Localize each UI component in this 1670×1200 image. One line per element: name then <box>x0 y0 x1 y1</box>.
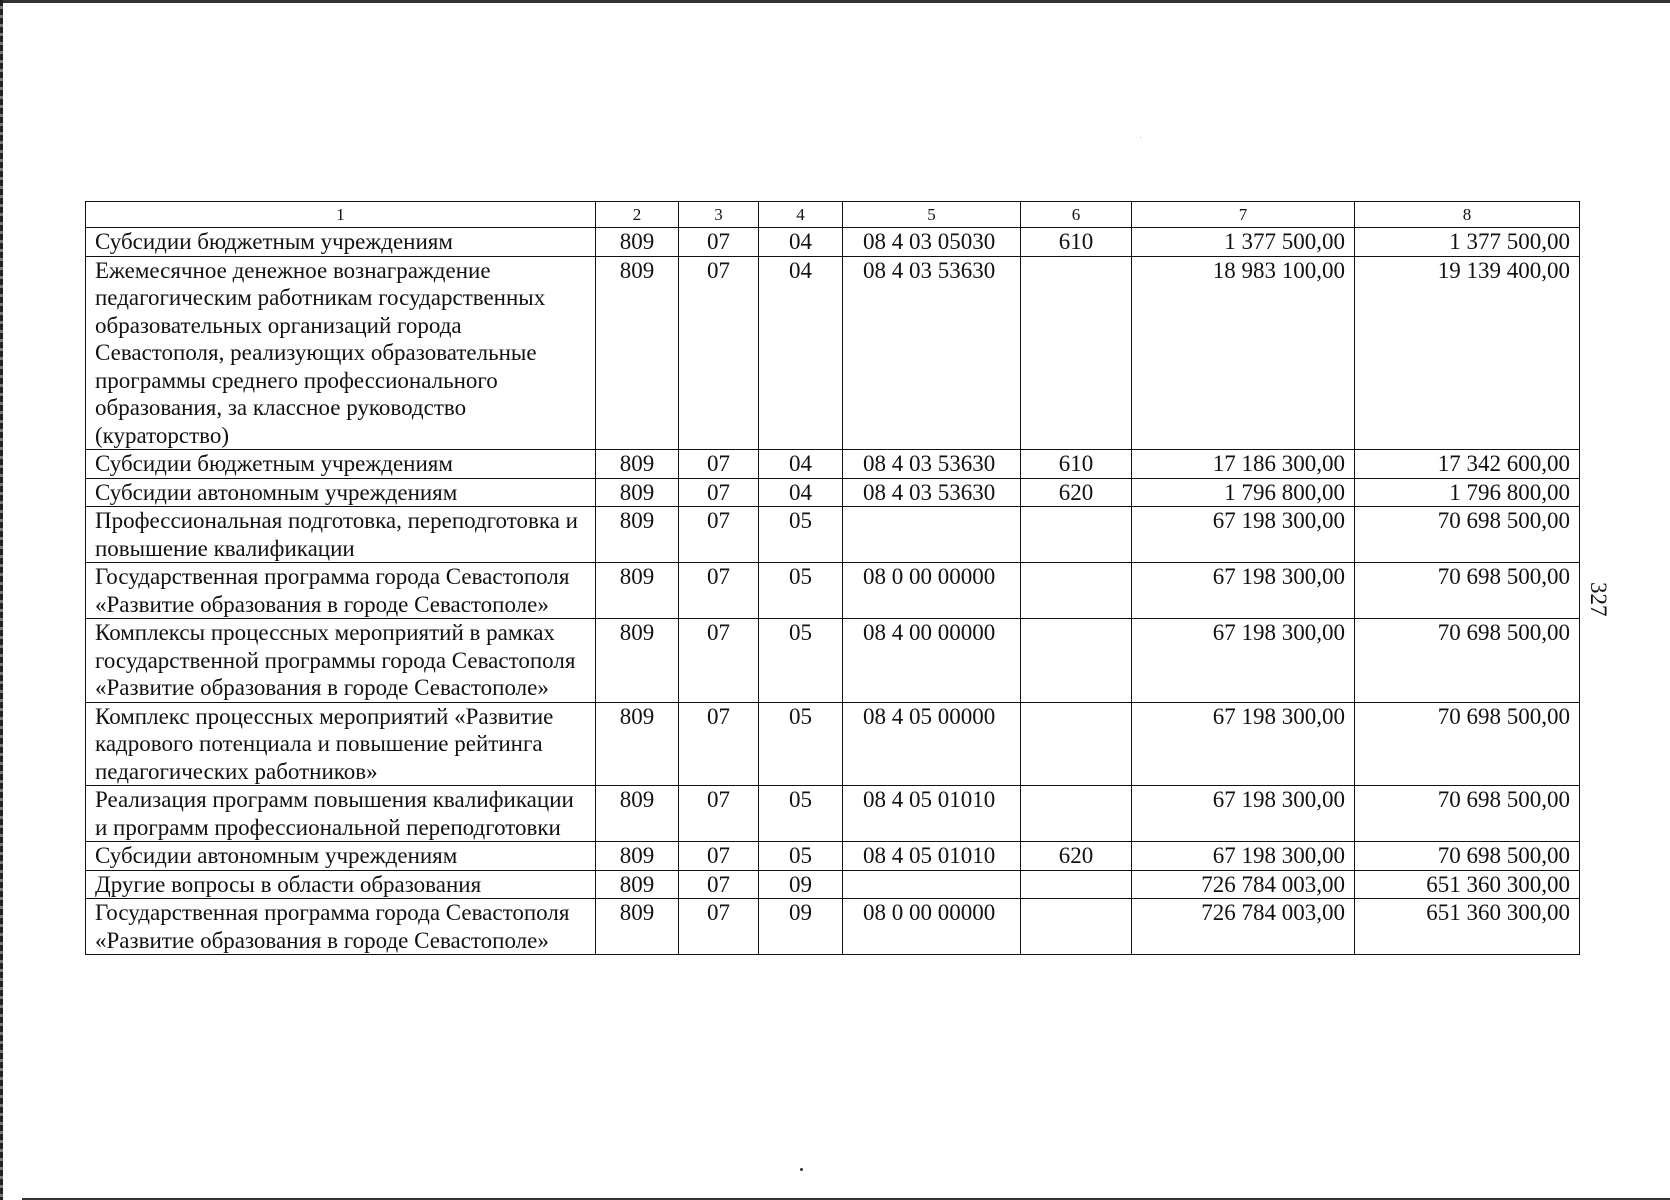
row-name: Субсидии бюджетным учреждениям <box>86 228 596 257</box>
row-section-code: 07 <box>679 619 759 703</box>
table-row <box>86 619 1580 703</box>
row-amount-col8: 70 698 500,00 <box>1355 619 1580 703</box>
row-target-article: 08 4 03 05030 <box>843 228 1021 257</box>
row-expense-type <box>1021 870 1132 899</box>
row-name: Комплексы процессных мероприятий в рамках государственной программы города Севастополя «Развитие образования в городе Севастополе» <box>86 619 596 703</box>
row-name: Субсидии бюджетным учреждениям <box>86 450 596 479</box>
row-target-article: 08 0 00 00000 <box>843 899 1021 955</box>
row-amount-col7: 67 198 300,00 <box>1132 619 1355 703</box>
row-amount-col7: 67 198 300,00 <box>1132 786 1355 842</box>
row-amount-col8: 17 342 600,00 <box>1355 450 1580 479</box>
row-subsection-code: 09 <box>759 899 843 955</box>
row-subsection-code: 05 <box>759 563 843 619</box>
row-subsection-code: 05 <box>759 619 843 703</box>
scan-speck <box>800 1168 803 1171</box>
table-header-row <box>86 202 1580 228</box>
row-expense-type <box>1021 256 1132 450</box>
row-subsection-code: 04 <box>759 256 843 450</box>
row-expense-type <box>1021 619 1132 703</box>
column-header: 5 <box>843 202 1021 228</box>
row-section-code: 07 <box>679 702 759 786</box>
row-ministry-code: 809 <box>596 478 679 507</box>
scan-speck <box>1140 137 1141 138</box>
row-section-code: 07 <box>679 478 759 507</box>
table-row <box>86 786 1580 842</box>
column-header: 7 <box>1132 202 1355 228</box>
row-ministry-code: 809 <box>596 702 679 786</box>
table-row <box>86 842 1580 871</box>
row-target-article: 08 4 05 01010 <box>843 786 1021 842</box>
row-ministry-code: 809 <box>596 899 679 955</box>
column-header: 2 <box>596 202 679 228</box>
row-amount-col7: 726 784 003,00 <box>1132 870 1355 899</box>
row-section-code: 07 <box>679 842 759 871</box>
row-section-code: 07 <box>679 507 759 563</box>
row-amount-col7: 67 198 300,00 <box>1132 842 1355 871</box>
row-expense-type <box>1021 702 1132 786</box>
row-section-code: 07 <box>679 870 759 899</box>
row-amount-col8: 70 698 500,00 <box>1355 842 1580 871</box>
row-section-code: 07 <box>679 450 759 479</box>
row-amount-col7: 1 377 500,00 <box>1132 228 1355 257</box>
row-section-code: 07 <box>679 786 759 842</box>
row-expense-type: 610 <box>1021 228 1132 257</box>
row-subsection-code: 04 <box>759 228 843 257</box>
column-header: 8 <box>1355 202 1580 228</box>
page-number: 327 <box>1586 582 1611 617</box>
row-ministry-code: 809 <box>596 870 679 899</box>
row-subsection-code: 09 <box>759 870 843 899</box>
row-amount-col7: 1 796 800,00 <box>1132 478 1355 507</box>
row-amount-col8: 19 139 400,00 <box>1355 256 1580 450</box>
row-amount-col8: 70 698 500,00 <box>1355 702 1580 786</box>
row-expense-type: 620 <box>1021 842 1132 871</box>
scan-border-top <box>0 0 1670 3</box>
row-target-article: 08 4 03 53630 <box>843 450 1021 479</box>
column-header: 4 <box>759 202 843 228</box>
column-header: 6 <box>1021 202 1132 228</box>
row-amount-col8: 1 796 800,00 <box>1355 478 1580 507</box>
row-expense-type: 610 <box>1021 450 1132 479</box>
row-ministry-code: 809 <box>596 228 679 257</box>
row-ministry-code: 809 <box>596 450 679 479</box>
row-amount-col7: 17 186 300,00 <box>1132 450 1355 479</box>
table-row <box>86 478 1580 507</box>
row-expense-type <box>1021 507 1132 563</box>
row-section-code: 07 <box>679 228 759 257</box>
row-ministry-code: 809 <box>596 842 679 871</box>
row-subsection-code: 05 <box>759 702 843 786</box>
column-header: 1 <box>86 202 596 228</box>
table-row <box>86 507 1580 563</box>
row-name: Субсидии автономным учреждениям <box>86 478 596 507</box>
row-expense-type <box>1021 786 1132 842</box>
row-target-article: 08 4 00 00000 <box>843 619 1021 703</box>
row-amount-col8: 1 377 500,00 <box>1355 228 1580 257</box>
row-name: Государственная программа города Севастополя «Развитие образования в городе Севастополе» <box>86 899 596 955</box>
row-amount-col8: 70 698 500,00 <box>1355 563 1580 619</box>
row-target-article: 08 0 00 00000 <box>843 563 1021 619</box>
row-amount-col7: 67 198 300,00 <box>1132 507 1355 563</box>
row-name: Реализация программ повышения квалификации и программ профессиональной переподготовки <box>86 786 596 842</box>
row-section-code: 07 <box>679 899 759 955</box>
row-target-article: 08 4 03 53630 <box>843 478 1021 507</box>
row-ministry-code: 809 <box>596 786 679 842</box>
row-name: Государственная программа города Севастополя «Развитие образования в городе Севастополе» <box>86 563 596 619</box>
row-target-article: 08 4 03 53630 <box>843 256 1021 450</box>
row-target-article <box>843 870 1021 899</box>
table-row <box>86 450 1580 479</box>
row-expense-type <box>1021 899 1132 955</box>
row-target-article: 08 4 05 00000 <box>843 702 1021 786</box>
row-target-article: 08 4 05 01010 <box>843 842 1021 871</box>
scan-border-left <box>0 0 3 1200</box>
row-name: Профессиональная подготовка, переподготовка и повышение квалификации <box>86 507 596 563</box>
row-target-article <box>843 507 1021 563</box>
row-amount-col8: 70 698 500,00 <box>1355 786 1580 842</box>
row-ministry-code: 809 <box>596 563 679 619</box>
table-row <box>86 228 1580 257</box>
row-amount-col7: 726 784 003,00 <box>1132 899 1355 955</box>
row-amount-col7: 67 198 300,00 <box>1132 702 1355 786</box>
row-section-code: 07 <box>679 256 759 450</box>
row-amount-col8: 651 360 300,00 <box>1355 899 1580 955</box>
row-amount-col7: 67 198 300,00 <box>1132 563 1355 619</box>
row-ministry-code: 809 <box>596 507 679 563</box>
row-name: Ежемесячное денежное вознаграждение педагогическим работникам государственных образовательных организаций города Севастополя, реализующих образовательные программы среднего профессионального образования, за классное руководство (кураторство) <box>86 256 596 450</box>
table-row <box>86 563 1580 619</box>
table-row <box>86 702 1580 786</box>
row-amount-col7: 18 983 100,00 <box>1132 256 1355 450</box>
row-name: Комплекс процессных мероприятий «Развитие кадрового потенциала и повышение рейтинга педагогических работников» <box>86 702 596 786</box>
row-name: Субсидии автономным учреждениям <box>86 842 596 871</box>
row-subsection-code: 04 <box>759 450 843 479</box>
row-subsection-code: 04 <box>759 478 843 507</box>
row-expense-type: 620 <box>1021 478 1132 507</box>
budget-table <box>85 201 1580 955</box>
row-ministry-code: 809 <box>596 256 679 450</box>
row-amount-col8: 651 360 300,00 <box>1355 870 1580 899</box>
row-ministry-code: 809 <box>596 619 679 703</box>
row-expense-type <box>1021 563 1132 619</box>
row-section-code: 07 <box>679 563 759 619</box>
table-row <box>86 899 1580 955</box>
row-subsection-code: 05 <box>759 507 843 563</box>
row-subsection-code: 05 <box>759 786 843 842</box>
row-amount-col8: 70 698 500,00 <box>1355 507 1580 563</box>
row-name: Другие вопросы в области образования <box>86 870 596 899</box>
row-subsection-code: 05 <box>759 842 843 871</box>
column-header: 3 <box>679 202 759 228</box>
table-row <box>86 256 1580 450</box>
table-row <box>86 870 1580 899</box>
